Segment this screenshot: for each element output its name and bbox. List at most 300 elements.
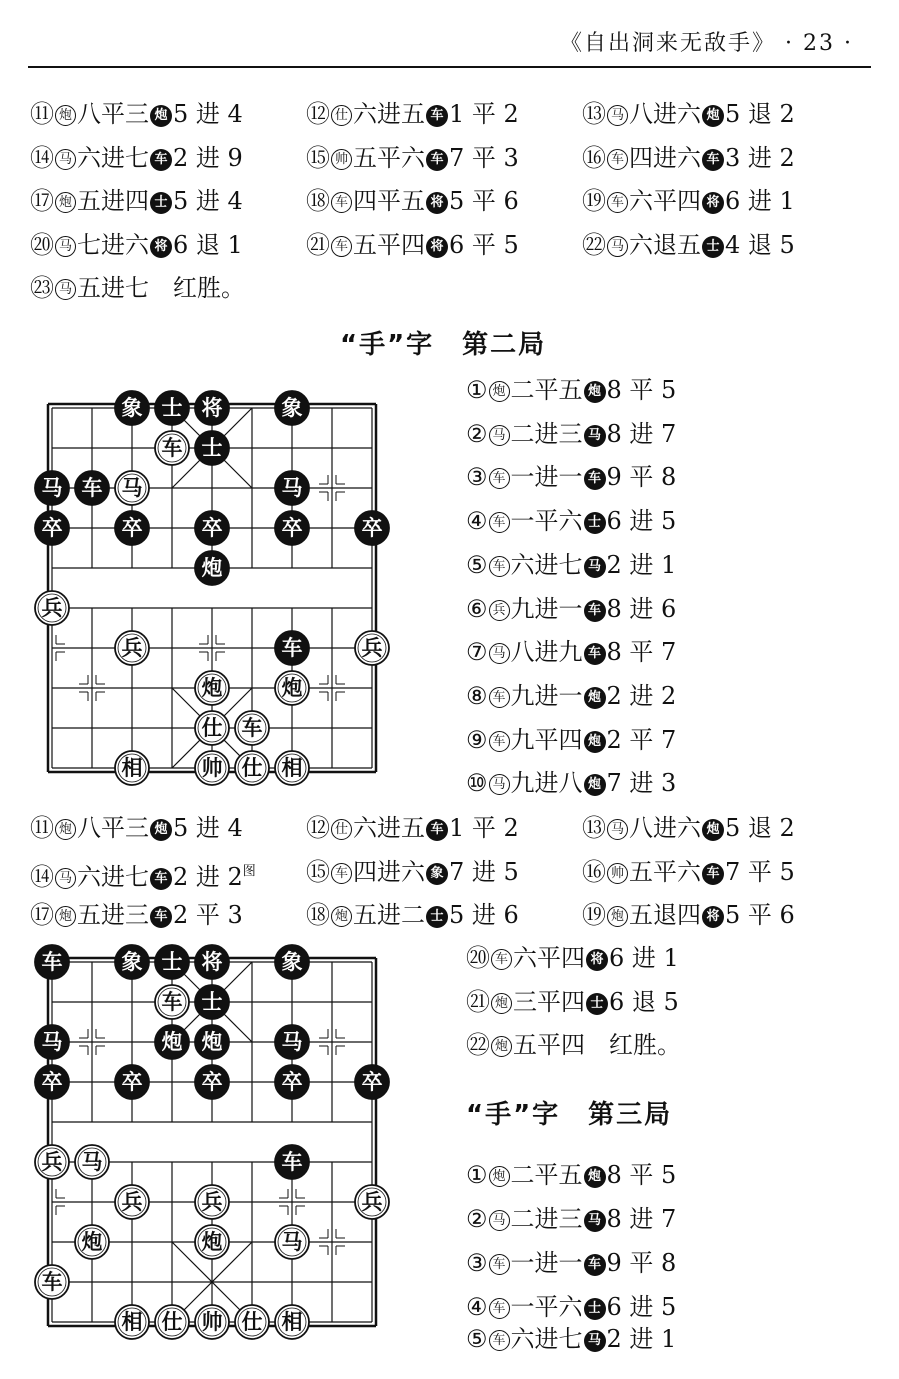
piece-icon: 帅: [607, 863, 628, 884]
piece-icon: 炮: [55, 105, 76, 126]
move-text: 八平三: [77, 100, 149, 128]
chess-piece-black: [275, 631, 309, 665]
chess-piece-red: [35, 591, 69, 625]
move-entry: [582, 901, 795, 929]
piece-label: 车: [41, 950, 63, 974]
move-entry: [306, 858, 519, 886]
move-cell: [306, 228, 519, 262]
move-entry: [30, 274, 245, 302]
chess-piece-red: [195, 671, 229, 705]
move-number: ⑦: [466, 638, 488, 667]
move-cell: [582, 141, 795, 175]
move-cell: [466, 504, 676, 538]
chess-piece-black: [275, 1145, 309, 1179]
piece-label: 兵: [361, 636, 383, 660]
move-text: 8 平 5: [606, 376, 677, 404]
move-text: 二进三: [510, 1205, 583, 1233]
piece-icon: 仕: [331, 105, 352, 126]
piece-icon: 士: [150, 192, 172, 214]
piece-label: 仕: [241, 756, 263, 780]
piece-icon: 马: [55, 868, 76, 889]
move-text: 三平四: [513, 987, 585, 1016]
piece-icon: 炮: [55, 906, 76, 927]
piece-label: 车: [281, 636, 303, 660]
move-cell: [466, 417, 676, 451]
chess-piece-red: [195, 751, 229, 785]
move-text: 5 平 6: [725, 901, 795, 930]
move-text: 5 进 4: [173, 187, 243, 216]
piece-icon: 车: [607, 149, 628, 170]
chess-piece-red: [235, 1305, 269, 1339]
move-cell: [466, 635, 676, 669]
move-text: 8 平 5: [606, 1161, 677, 1189]
move-cell: [306, 898, 519, 932]
move-entry: [30, 144, 243, 172]
move-cell: [582, 228, 795, 262]
piece-icon: 将: [702, 192, 724, 214]
chess-piece-red: [275, 1305, 309, 1339]
move-text: 红胜。: [609, 1031, 681, 1060]
piece-label: 车: [81, 476, 103, 500]
piece-icon: 车: [331, 192, 352, 213]
move-text: 五进二: [353, 901, 425, 930]
piece-icon: 将: [702, 906, 724, 928]
piece-icon: 将: [426, 192, 448, 214]
piece-icon: 车: [426, 149, 448, 171]
move-number: ⑯: [582, 857, 606, 886]
piece-label: 炮: [201, 1030, 223, 1054]
move-number: ①: [466, 1161, 488, 1189]
move-number: ⑤: [466, 1325, 488, 1353]
chess-piece-red: [35, 1265, 69, 1299]
move-text: 八进六: [629, 100, 701, 128]
chess-piece-red: [275, 1225, 309, 1259]
piece-label: 兵: [121, 636, 143, 660]
move-entry: [30, 231, 243, 259]
move-entry: [306, 231, 519, 259]
piece-label: 仕: [241, 1310, 263, 1334]
piece-icon: 将: [586, 949, 608, 971]
piece-icon: 车: [584, 468, 606, 490]
move-text: 4 退 5: [725, 230, 795, 259]
piece-icon: 马: [489, 1210, 510, 1231]
piece-icon: 车: [489, 1298, 510, 1319]
move-text: 五平四: [353, 230, 425, 259]
move-entry: [466, 638, 676, 666]
chess-piece-red: [115, 471, 149, 505]
move-text: 5 进 4: [173, 814, 243, 842]
piece-icon: 将: [426, 236, 448, 258]
move-text: 5 进 4: [173, 100, 243, 128]
chess-piece-black: [275, 471, 309, 505]
move-entry: [30, 863, 256, 891]
move-cell: [30, 271, 245, 305]
section-title-game-2: “手”字 第二局: [340, 330, 547, 360]
chess-piece-black: [355, 511, 389, 545]
piece-label: 士: [201, 990, 223, 1014]
move-text: 5 退 2: [725, 814, 795, 842]
move-cell: [582, 184, 795, 218]
piece-icon: 马: [489, 425, 510, 446]
move-entry: [466, 551, 676, 579]
piece-label: 相: [281, 1310, 303, 1334]
chess-piece-black: [195, 511, 229, 545]
piece-label: 卒: [121, 1070, 143, 1094]
move-text: 五平六: [353, 143, 425, 172]
move-text: 6 进 1: [725, 187, 795, 216]
move-text: 一进一: [510, 463, 583, 492]
move-number: ②: [466, 1205, 488, 1233]
chess-piece-red: [35, 1145, 69, 1179]
piece-label: 车: [161, 990, 183, 1014]
move-entry: [582, 858, 795, 886]
move-text: 6 退 5: [609, 987, 679, 1016]
move-entry: [466, 944, 679, 972]
chess-piece-black: [35, 471, 69, 505]
piece-icon: 炮: [607, 906, 628, 927]
move-cell: [466, 548, 676, 582]
move-number: ⑲: [582, 187, 606, 216]
piece-label: 卒: [201, 1070, 223, 1094]
chess-piece-black: [195, 1065, 229, 1099]
chess-piece-black: [275, 391, 309, 425]
move-cell: [30, 97, 243, 131]
piece-label: 马: [41, 476, 63, 500]
piece-icon: 兵: [489, 600, 510, 621]
chess-piece-black: [195, 391, 229, 425]
piece-icon: 炮: [150, 105, 172, 127]
piece-icon: 车: [489, 512, 510, 533]
piece-icon: 马: [584, 425, 606, 447]
move-text: 2 平 7: [606, 725, 677, 754]
piece-icon: 车: [489, 556, 510, 577]
move-cell: [466, 723, 676, 757]
piece-icon: 车: [584, 600, 606, 622]
move-text: 四平五: [353, 187, 425, 216]
chess-piece-black: [195, 551, 229, 585]
move-text: 2 进 1: [606, 550, 677, 579]
move-number: ⑬: [582, 100, 606, 128]
move-cell: [466, 679, 676, 713]
move-entry: [306, 187, 519, 215]
move-gap: [585, 1031, 609, 1059]
piece-icon: 马: [489, 774, 510, 795]
move-entry: [466, 682, 676, 710]
chess-piece-red: [355, 1185, 389, 1219]
move-number: ⑱: [306, 187, 330, 216]
move-entry: [30, 100, 243, 128]
piece-icon: 炮: [491, 993, 512, 1014]
piece-label: 象: [281, 950, 303, 974]
move-text: 2 进 2: [173, 862, 243, 891]
move-text: 3 进 2: [725, 143, 795, 172]
piece-label: 炮: [201, 1230, 223, 1254]
piece-label: 兵: [41, 596, 63, 620]
move-number: ⑲: [582, 901, 606, 930]
move-text: 七进六: [77, 230, 149, 259]
move-cell: [582, 97, 795, 131]
move-text: 五平四: [513, 1031, 585, 1060]
piece-icon: 车: [331, 236, 352, 257]
piece-label: 马: [41, 1030, 63, 1054]
move-entry: [466, 1161, 676, 1189]
move-text: 2 进 9: [173, 143, 243, 172]
move-number: ㉑: [466, 987, 490, 1016]
move-text: 五退四: [629, 901, 701, 930]
move-text: 九平四: [510, 725, 583, 754]
chess-piece-black: [275, 1025, 309, 1059]
move-text: 2 进 2: [606, 681, 677, 710]
chess-piece-red: [75, 1145, 109, 1179]
move-number: ⑬: [582, 814, 606, 842]
piece-icon: 车: [426, 105, 448, 127]
piece-label: 车: [241, 716, 263, 740]
move-cell: [466, 1246, 676, 1280]
move-text: 五平六: [629, 857, 701, 886]
piece-label: 卒: [281, 1070, 303, 1094]
chess-piece-red: [275, 671, 309, 705]
chess-piece-red: [75, 1225, 109, 1259]
piece-icon: 车: [150, 868, 172, 890]
piece-label: 卒: [281, 516, 303, 540]
move-number: ㉒: [466, 1031, 490, 1060]
move-number: ⑳: [30, 230, 54, 259]
move-entry: [30, 187, 243, 215]
move-cell: [30, 811, 243, 845]
move-entry: [582, 144, 795, 172]
chess-piece-black: [355, 1065, 389, 1099]
move-cell: [30, 898, 243, 932]
piece-icon: 马: [584, 1210, 606, 1232]
piece-icon: 炮: [702, 819, 724, 841]
piece-icon: 炮: [702, 105, 724, 127]
chess-board-2: [30, 938, 400, 1350]
piece-label: 卒: [361, 1070, 383, 1094]
move-text: 2 进 1: [606, 1325, 677, 1353]
move-text: 二平五: [510, 1161, 583, 1189]
chess-board-1: [30, 384, 400, 796]
piece-label: 将: [201, 950, 223, 974]
move-number: ㉓: [30, 274, 54, 303]
piece-label: 将: [201, 396, 223, 420]
move-cell: [306, 184, 519, 218]
move-entry: [582, 231, 795, 259]
piece-icon: 车: [584, 643, 606, 665]
piece-icon: 炮: [489, 1166, 510, 1187]
move-number: ⑫: [306, 100, 330, 128]
piece-icon: 车: [607, 192, 628, 213]
move-text: 一进一: [510, 1249, 583, 1277]
move-text: 五进四: [77, 187, 149, 216]
move-number: ⑯: [582, 143, 606, 172]
piece-icon: 炮: [331, 906, 352, 927]
chess-piece-black: [275, 1065, 309, 1099]
piece-icon: 炮: [584, 731, 606, 753]
piece-label: 卒: [361, 516, 383, 540]
piece-icon: 车: [489, 468, 510, 489]
piece-label: 相: [281, 756, 303, 780]
chess-piece-black: [35, 1025, 69, 1059]
move-cell: [30, 141, 243, 175]
move-cell: [466, 766, 676, 800]
move-text: 6 退 1: [173, 230, 243, 259]
piece-icon: 炮: [55, 819, 76, 840]
move-number: ⑭: [30, 862, 54, 891]
move-text: 8 进 7: [606, 1205, 677, 1233]
move-text: 五进三: [77, 901, 149, 930]
move-text: 9 平 8: [606, 1249, 677, 1277]
piece-label: 象: [121, 950, 143, 974]
figure-mark: 图: [242, 863, 256, 879]
piece-icon: 马: [584, 556, 606, 578]
piece-icon: 车: [150, 149, 172, 171]
piece-icon: 帅: [331, 149, 352, 170]
piece-icon: 仕: [331, 819, 352, 840]
move-cell: [466, 1290, 676, 1324]
move-cell: [466, 941, 679, 975]
chess-piece-black: [75, 471, 109, 505]
move-text: 2 平 3: [173, 901, 243, 930]
move-text: 九进一: [510, 681, 583, 710]
piece-label: 马: [281, 476, 303, 500]
move-text: 1 平 2: [449, 100, 519, 128]
move-number: ⑳: [466, 944, 490, 972]
chess-piece-red: [235, 711, 269, 745]
move-cell: [306, 855, 519, 889]
move-text: 六进五: [353, 100, 425, 128]
piece-label: 卒: [41, 1070, 63, 1094]
move-entry: [466, 988, 679, 1016]
piece-label: 士: [161, 396, 183, 420]
piece-label: 帅: [201, 1310, 223, 1334]
move-cell: [30, 184, 243, 218]
chess-piece-red: [115, 751, 149, 785]
move-number: ⑪: [30, 100, 54, 128]
chess-piece-black: [115, 391, 149, 425]
piece-label: 兵: [121, 1190, 143, 1214]
chess-piece-black: [35, 1065, 69, 1099]
piece-icon: 炮: [491, 1036, 512, 1057]
move-cell: [466, 1028, 681, 1062]
move-cell: [466, 1158, 676, 1192]
page-header: [28, 14, 871, 66]
piece-icon: 车: [702, 149, 724, 171]
move-entry: [466, 1249, 676, 1277]
move-text: 八进六: [629, 814, 701, 842]
move-entry: [306, 814, 519, 842]
piece-label: 卒: [41, 516, 63, 540]
move-text: 5 退 2: [725, 100, 795, 128]
move-text: 7 进 3: [606, 769, 677, 798]
move-entry: [466, 1325, 676, 1353]
chess-piece-black: [195, 431, 229, 465]
chess-piece-red: [195, 1225, 229, 1259]
move-text: 八平三: [77, 814, 149, 842]
chess-piece-red: [355, 631, 389, 665]
piece-icon: 炮: [584, 381, 606, 403]
move-text: 二平五: [510, 376, 583, 404]
piece-icon: 士: [584, 1298, 606, 1320]
piece-label: 车: [41, 1270, 63, 1294]
piece-label: 炮: [201, 556, 223, 580]
piece-label: 马: [121, 476, 143, 500]
move-entry: [30, 901, 243, 929]
piece-icon: 士: [702, 236, 724, 258]
move-number: ⑫: [306, 814, 330, 842]
piece-label: 车: [281, 1150, 303, 1174]
piece-label: 马: [281, 1230, 303, 1254]
chess-piece-black: [195, 1025, 229, 1059]
move-number: ②: [466, 419, 488, 448]
piece-label: 车: [161, 436, 183, 460]
move-text: 6 进 5: [606, 507, 677, 536]
chess-piece-red: [155, 985, 189, 1019]
move-text: 六进七: [77, 862, 149, 891]
move-text: 红胜。: [173, 274, 245, 303]
move-number: ⑩: [466, 769, 488, 798]
piece-label: 士: [201, 436, 223, 460]
piece-icon: 炮: [489, 381, 510, 402]
move-text: 5 平 6: [449, 187, 519, 216]
piece-label: 马: [281, 1030, 303, 1054]
move-entry: [466, 726, 676, 754]
move-number: ⑨: [466, 725, 488, 754]
move-number: ④: [466, 507, 488, 536]
move-entry: [466, 1031, 681, 1059]
piece-icon: 马: [607, 105, 628, 126]
move-number: ⑰: [30, 187, 54, 216]
move-cell: [466, 460, 676, 494]
move-number: ㉑: [306, 230, 330, 259]
move-entry: [466, 1205, 676, 1233]
move-cell: [466, 1202, 676, 1236]
move-entry: [466, 595, 676, 623]
piece-icon: 车: [489, 1330, 510, 1351]
move-text: 8 进 7: [606, 419, 677, 448]
piece-icon: 车: [426, 819, 448, 841]
move-entry: [466, 507, 676, 535]
piece-icon: 马: [489, 643, 510, 664]
piece-label: 士: [161, 950, 183, 974]
piece-icon: 车: [489, 687, 510, 708]
piece-icon: 士: [586, 993, 608, 1015]
move-entry: [466, 463, 676, 491]
piece-icon: 马: [55, 279, 76, 300]
move-text: 7 平 3: [449, 143, 519, 172]
piece-icon: 车: [702, 863, 724, 885]
chess-piece-red: [195, 1185, 229, 1219]
move-entry: [466, 420, 676, 448]
board-svg: [30, 938, 400, 1350]
piece-icon: 炮: [584, 774, 606, 796]
move-text: 8 平 7: [606, 638, 677, 667]
move-text: 二进三: [510, 419, 583, 448]
chess-piece-red: [155, 431, 189, 465]
piece-label: 相: [121, 1310, 143, 1334]
chess-piece-red: [195, 711, 229, 745]
chess-piece-red: [155, 1305, 189, 1339]
move-number: ⑭: [30, 143, 54, 172]
move-text: 7 平 5: [725, 857, 795, 886]
piece-label: 仕: [201, 716, 223, 740]
piece-label: 兵: [201, 1190, 223, 1214]
move-number: ⑱: [306, 901, 330, 930]
move-number: ③: [466, 463, 488, 492]
move-text: 一平六: [510, 507, 583, 536]
move-text: 1 平 2: [449, 814, 519, 842]
piece-label: 兵: [41, 1150, 63, 1174]
piece-icon: 象: [426, 863, 448, 885]
